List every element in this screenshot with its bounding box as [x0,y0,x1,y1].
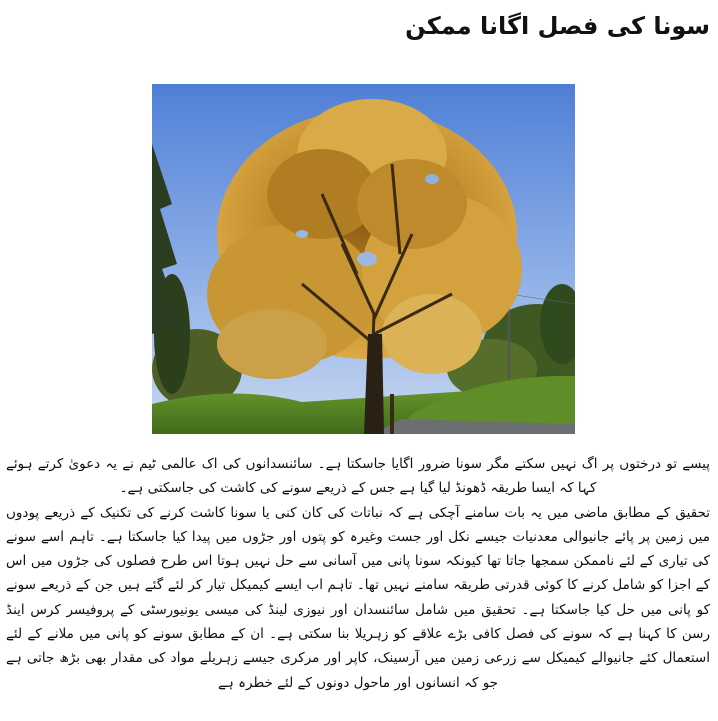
article-title: سونا کی فصل اگانا ممکن [405,12,710,40]
article-body [6,452,710,695]
golden-tree-image [152,84,575,434]
article-paragraph-2: تحقیق کے مطابق ماضی میں یہ بات سامنے آچکی ہے کہ نباتات کی کان کنی یا سونا کاشت کرنے کی تکنیک کے ذریعے پودوں میں زمین پر پائے جانیوالی معدنیات جیسے نکل اور جست وغیرہ کو پتوں اور جڑوں میں پیدا کیا جاسکتا ہے۔ تاہم اسے سونے کی تیاری کے لئے ناممکن سمجھا جاتا تھا کیونکہ سونا پانی میں آسانی سے حل نہیں ہوتا اس طرح فصلوں کی جڑوں میں اس کے اجزا کو شامل کرنے کا کوئی قدرتی طریقہ سامنے نہیں تھا۔ تاہم اب ایسے کیمیکل تیار کر لئے گئے ہیں جن کے ذریعے سونے کو پانی میں حل کیا جاسکتا ہے۔ تحقیق میں شامل سائنسدان اور نیوزی لینڈ کی میسی یونیورسٹی کے پروفیسر کرس اینڈ رسن کا کہنا ہے کہ سونے کی فصل کافی بڑے علاقے کو زہریلا بنا سکتی ہے۔ ان کے مطابق سونے کو پانی میں ملانے کے لئے استعمال کئے جانیوالے کیمیکل سے زرعی زمین میں آرسینک، کاپر اور مرکری جیسے زہریلے مواد کی مقدار بھی بڑھ جاتی ہے جو کہ انسانوں اور ماحول دونوں کے لئے خطرہ ہے [6,504,710,691]
article-paragraph-1: پیسے تو درختوں پر اگ نہیں سکتے مگر سونا ضرور اگایا جاسکتا ہے۔ سائنسدانوں کی اک عالمی ٹیم نے یہ دعویٰ کرتے ہوئے کہا کہ ایسا طریقہ ڈھونڈ لیا گیا ہے جس کے ذریعے سونے کی کاشت کی جاسکتی ہے۔ [6,456,710,497]
article-photo [152,84,575,434]
